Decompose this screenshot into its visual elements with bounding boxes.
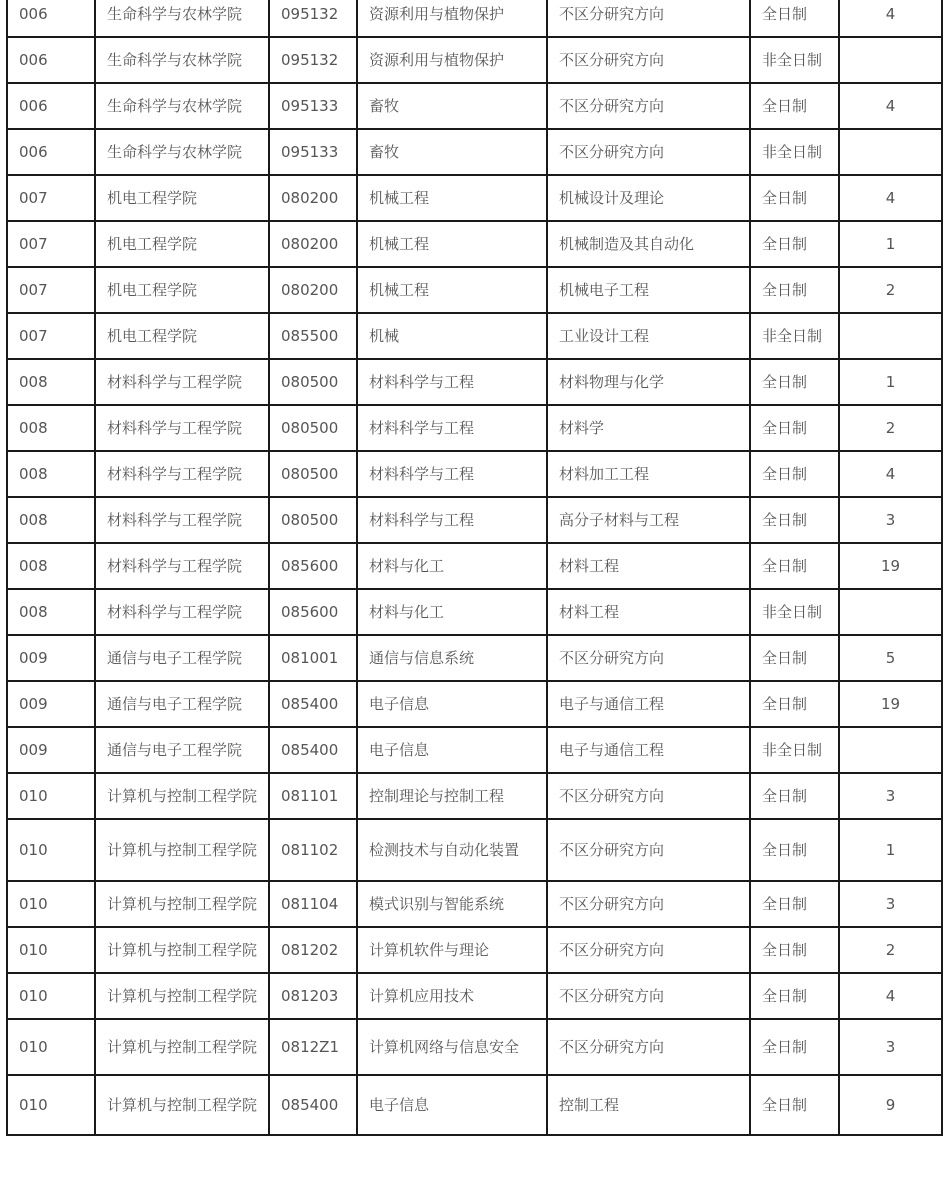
major-code-cell: 095132 xyxy=(269,37,357,83)
major-name-cell: 材料科学与工程 xyxy=(357,451,547,497)
study-mode-cell: 全日制 xyxy=(750,451,839,497)
major-name-cell: 资源利用与植物保护 xyxy=(357,0,547,37)
enrollment-count-cell: 3 xyxy=(839,881,942,927)
college-code-cell: 007 xyxy=(7,221,95,267)
college-name-cell: 生命科学与农林学院 xyxy=(95,37,269,83)
table-row xyxy=(7,819,942,881)
table-row xyxy=(7,267,942,313)
enrollment-count-cell: 5 xyxy=(839,635,942,681)
major-code-cell: 080500 xyxy=(269,497,357,543)
research-direction-cell: 材料工程 xyxy=(547,543,750,589)
table-row xyxy=(7,681,942,727)
major-code-cell: 081202 xyxy=(269,927,357,973)
table-row xyxy=(7,175,942,221)
major-name-cell: 检测技术与自动化装置 xyxy=(357,819,547,881)
table-row xyxy=(7,129,942,175)
study-mode-cell: 全日制 xyxy=(750,0,839,37)
college-name-cell: 计算机与控制工程学院 xyxy=(95,973,269,1019)
college-code-cell: 010 xyxy=(7,881,95,927)
major-code-cell: 085400 xyxy=(269,1075,357,1135)
research-direction-cell: 不区分研究方向 xyxy=(547,819,750,881)
study-mode-cell: 全日制 xyxy=(750,1019,839,1075)
major-code-cell: 0812Z1 xyxy=(269,1019,357,1075)
enrollment-count-cell xyxy=(839,37,942,83)
research-direction-cell: 材料物理与化学 xyxy=(547,359,750,405)
study-mode-cell: 全日制 xyxy=(750,175,839,221)
major-name-cell: 电子信息 xyxy=(357,681,547,727)
college-code-cell: 006 xyxy=(7,0,95,37)
college-code-cell: 008 xyxy=(7,451,95,497)
enrollment-count-cell: 2 xyxy=(839,927,942,973)
table-row xyxy=(7,83,942,129)
college-code-cell: 008 xyxy=(7,405,95,451)
table-row xyxy=(7,1075,942,1135)
major-code-cell: 095133 xyxy=(269,83,357,129)
major-name-cell: 机械工程 xyxy=(357,221,547,267)
college-code-cell: 006 xyxy=(7,37,95,83)
college-name-cell: 机电工程学院 xyxy=(95,267,269,313)
college-name-cell: 计算机与控制工程学院 xyxy=(95,881,269,927)
college-name-cell: 计算机与控制工程学院 xyxy=(95,1019,269,1075)
table-row xyxy=(7,221,942,267)
college-name-cell: 材料科学与工程学院 xyxy=(95,543,269,589)
major-code-cell: 095132 xyxy=(269,0,357,37)
table-row xyxy=(7,543,942,589)
enrollment-count-cell xyxy=(839,589,942,635)
admissions-table-container xyxy=(6,0,943,1136)
major-name-cell: 计算机软件与理论 xyxy=(357,927,547,973)
college-name-cell: 材料科学与工程学院 xyxy=(95,405,269,451)
college-code-cell: 008 xyxy=(7,359,95,405)
enrollment-count-cell xyxy=(839,727,942,773)
enrollment-count-cell: 1 xyxy=(839,359,942,405)
college-code-cell: 010 xyxy=(7,773,95,819)
college-code-cell: 008 xyxy=(7,497,95,543)
table-row xyxy=(7,727,942,773)
table-row xyxy=(7,313,942,359)
college-code-cell: 010 xyxy=(7,1075,95,1135)
major-code-cell: 080200 xyxy=(269,175,357,221)
college-name-cell: 材料科学与工程学院 xyxy=(95,451,269,497)
table-row xyxy=(7,927,942,973)
research-direction-cell: 不区分研究方向 xyxy=(547,1019,750,1075)
table-body xyxy=(7,0,942,1135)
enrollment-count-cell: 4 xyxy=(839,451,942,497)
major-code-cell: 080200 xyxy=(269,221,357,267)
research-direction-cell: 不区分研究方向 xyxy=(547,37,750,83)
research-direction-cell: 不区分研究方向 xyxy=(547,635,750,681)
major-name-cell: 电子信息 xyxy=(357,727,547,773)
study-mode-cell: 全日制 xyxy=(750,681,839,727)
study-mode-cell: 全日制 xyxy=(750,973,839,1019)
major-code-cell: 080500 xyxy=(269,359,357,405)
college-code-cell: 006 xyxy=(7,129,95,175)
research-direction-cell: 不区分研究方向 xyxy=(547,881,750,927)
study-mode-cell: 全日制 xyxy=(750,359,839,405)
major-code-cell: 081104 xyxy=(269,881,357,927)
enrollment-count-cell: 4 xyxy=(839,83,942,129)
major-name-cell: 机械工程 xyxy=(357,267,547,313)
study-mode-cell: 全日制 xyxy=(750,635,839,681)
study-mode-cell: 全日制 xyxy=(750,221,839,267)
study-mode-cell: 全日制 xyxy=(750,405,839,451)
research-direction-cell: 不区分研究方向 xyxy=(547,129,750,175)
major-code-cell: 081101 xyxy=(269,773,357,819)
major-name-cell: 计算机网络与信息安全 xyxy=(357,1019,547,1075)
college-name-cell: 通信与电子工程学院 xyxy=(95,635,269,681)
college-name-cell: 材料科学与工程学院 xyxy=(95,359,269,405)
research-direction-cell: 不区分研究方向 xyxy=(547,0,750,37)
major-code-cell: 085600 xyxy=(269,589,357,635)
college-code-cell: 008 xyxy=(7,543,95,589)
major-code-cell: 085500 xyxy=(269,313,357,359)
major-name-cell: 材料与化工 xyxy=(357,589,547,635)
major-code-cell: 080500 xyxy=(269,405,357,451)
college-code-cell: 010 xyxy=(7,927,95,973)
research-direction-cell: 机械电子工程 xyxy=(547,267,750,313)
major-name-cell: 模式识别与智能系统 xyxy=(357,881,547,927)
study-mode-cell: 非全日制 xyxy=(750,129,839,175)
college-name-cell: 机电工程学院 xyxy=(95,221,269,267)
table-row xyxy=(7,0,942,37)
major-name-cell: 通信与信息系统 xyxy=(357,635,547,681)
college-code-cell: 010 xyxy=(7,973,95,1019)
study-mode-cell: 全日制 xyxy=(750,1075,839,1135)
enrollment-count-cell: 4 xyxy=(839,0,942,37)
enrollment-count-cell: 1 xyxy=(839,221,942,267)
major-code-cell: 080200 xyxy=(269,267,357,313)
study-mode-cell: 全日制 xyxy=(750,83,839,129)
major-name-cell: 材料科学与工程 xyxy=(357,497,547,543)
study-mode-cell: 全日制 xyxy=(750,773,839,819)
major-code-cell: 095133 xyxy=(269,129,357,175)
admissions-table xyxy=(6,0,943,1136)
table-row xyxy=(7,773,942,819)
major-code-cell: 081203 xyxy=(269,973,357,1019)
enrollment-count-cell: 2 xyxy=(839,267,942,313)
major-code-cell: 085400 xyxy=(269,681,357,727)
research-direction-cell: 机械制造及其自动化 xyxy=(547,221,750,267)
study-mode-cell: 全日制 xyxy=(750,497,839,543)
study-mode-cell: 全日制 xyxy=(750,819,839,881)
enrollment-count-cell: 19 xyxy=(839,543,942,589)
college-name-cell: 计算机与控制工程学院 xyxy=(95,819,269,881)
research-direction-cell: 不区分研究方向 xyxy=(547,973,750,1019)
college-name-cell: 计算机与控制工程学院 xyxy=(95,773,269,819)
table-row xyxy=(7,881,942,927)
college-name-cell: 材料科学与工程学院 xyxy=(95,497,269,543)
enrollment-count-cell: 3 xyxy=(839,497,942,543)
enrollment-count-cell xyxy=(839,129,942,175)
major-name-cell: 机械工程 xyxy=(357,175,547,221)
enrollment-count-cell: 3 xyxy=(839,1019,942,1075)
research-direction-cell: 材料加工工程 xyxy=(547,451,750,497)
major-name-cell: 畜牧 xyxy=(357,83,547,129)
major-name-cell: 计算机应用技术 xyxy=(357,973,547,1019)
research-direction-cell: 高分子材料与工程 xyxy=(547,497,750,543)
enrollment-count-cell: 9 xyxy=(839,1075,942,1135)
study-mode-cell: 非全日制 xyxy=(750,727,839,773)
college-code-cell: 010 xyxy=(7,819,95,881)
enrollment-count-cell: 1 xyxy=(839,819,942,881)
major-name-cell: 材料与化工 xyxy=(357,543,547,589)
college-name-cell: 生命科学与农林学院 xyxy=(95,0,269,37)
study-mode-cell: 全日制 xyxy=(750,927,839,973)
college-code-cell: 009 xyxy=(7,681,95,727)
college-name-cell: 通信与电子工程学院 xyxy=(95,727,269,773)
research-direction-cell: 不区分研究方向 xyxy=(547,927,750,973)
college-name-cell: 机电工程学院 xyxy=(95,175,269,221)
research-direction-cell: 材料学 xyxy=(547,405,750,451)
college-code-cell: 006 xyxy=(7,83,95,129)
table-row xyxy=(7,635,942,681)
college-name-cell: 生命科学与农林学院 xyxy=(95,129,269,175)
major-name-cell: 畜牧 xyxy=(357,129,547,175)
enrollment-count-cell xyxy=(839,313,942,359)
enrollment-count-cell: 3 xyxy=(839,773,942,819)
research-direction-cell: 不区分研究方向 xyxy=(547,83,750,129)
table-row xyxy=(7,451,942,497)
research-direction-cell: 工业设计工程 xyxy=(547,313,750,359)
table-row xyxy=(7,1019,942,1075)
college-code-cell: 009 xyxy=(7,727,95,773)
study-mode-cell: 全日制 xyxy=(750,543,839,589)
major-code-cell: 081001 xyxy=(269,635,357,681)
enrollment-count-cell: 19 xyxy=(839,681,942,727)
college-name-cell: 材料科学与工程学院 xyxy=(95,589,269,635)
research-direction-cell: 材料工程 xyxy=(547,589,750,635)
table-row xyxy=(7,497,942,543)
study-mode-cell: 全日制 xyxy=(750,267,839,313)
major-code-cell: 081102 xyxy=(269,819,357,881)
college-code-cell: 009 xyxy=(7,635,95,681)
college-code-cell: 008 xyxy=(7,589,95,635)
college-code-cell: 007 xyxy=(7,175,95,221)
table-row xyxy=(7,405,942,451)
college-name-cell: 生命科学与农林学院 xyxy=(95,83,269,129)
college-name-cell: 计算机与控制工程学院 xyxy=(95,1075,269,1135)
major-name-cell: 材料科学与工程 xyxy=(357,405,547,451)
research-direction-cell: 控制工程 xyxy=(547,1075,750,1135)
table-row xyxy=(7,359,942,405)
study-mode-cell: 非全日制 xyxy=(750,313,839,359)
major-name-cell: 资源利用与植物保护 xyxy=(357,37,547,83)
enrollment-count-cell: 4 xyxy=(839,175,942,221)
college-name-cell: 计算机与控制工程学院 xyxy=(95,927,269,973)
major-name-cell: 机械 xyxy=(357,313,547,359)
college-name-cell: 机电工程学院 xyxy=(95,313,269,359)
college-code-cell: 007 xyxy=(7,267,95,313)
research-direction-cell: 电子与通信工程 xyxy=(547,727,750,773)
major-name-cell: 电子信息 xyxy=(357,1075,547,1135)
college-code-cell: 010 xyxy=(7,1019,95,1075)
major-code-cell: 085600 xyxy=(269,543,357,589)
table-row xyxy=(7,37,942,83)
major-name-cell: 控制理论与控制工程 xyxy=(357,773,547,819)
table-row xyxy=(7,973,942,1019)
enrollment-count-cell: 2 xyxy=(839,405,942,451)
college-code-cell: 007 xyxy=(7,313,95,359)
research-direction-cell: 电子与通信工程 xyxy=(547,681,750,727)
study-mode-cell: 非全日制 xyxy=(750,589,839,635)
research-direction-cell: 机械设计及理论 xyxy=(547,175,750,221)
enrollment-count-cell: 4 xyxy=(839,973,942,1019)
major-code-cell: 085400 xyxy=(269,727,357,773)
study-mode-cell: 非全日制 xyxy=(750,37,839,83)
major-code-cell: 080500 xyxy=(269,451,357,497)
research-direction-cell: 不区分研究方向 xyxy=(547,773,750,819)
major-name-cell: 材料科学与工程 xyxy=(357,359,547,405)
college-name-cell: 通信与电子工程学院 xyxy=(95,681,269,727)
study-mode-cell: 全日制 xyxy=(750,881,839,927)
table-row xyxy=(7,589,942,635)
